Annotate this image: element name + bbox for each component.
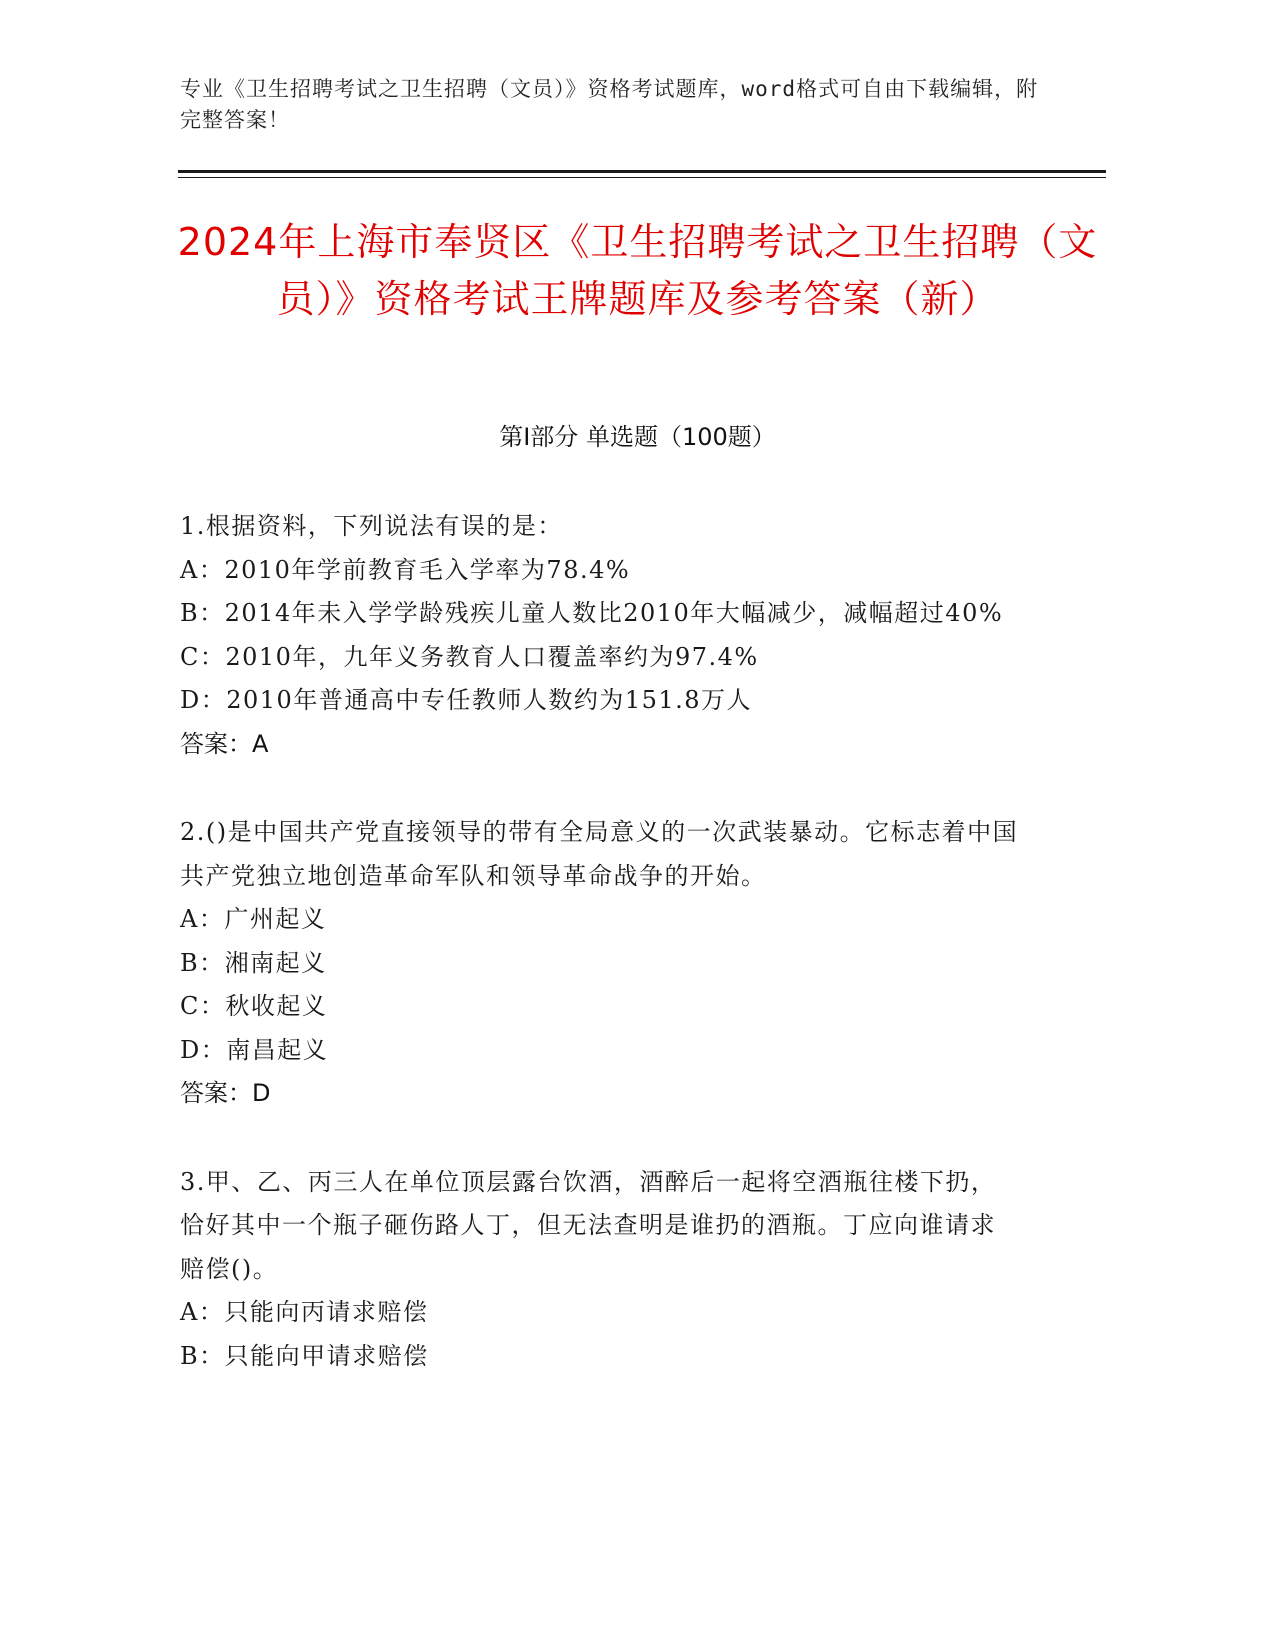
option-d [180, 679, 1020, 723]
option-text: 2010年普通高中专任教师人数约为151.8万人 [226, 686, 753, 714]
option-text: 湘南起义 [224, 948, 327, 977]
option-text: 南昌起义 [226, 1035, 329, 1064]
option-b [180, 592, 1020, 636]
answer: 答案：A [180, 729, 269, 758]
option-a [180, 898, 1020, 942]
option-text: 只能向甲请求赔偿 [224, 1341, 429, 1370]
option-text: 2010年学前教育毛入学率为78.4% [224, 555, 631, 584]
option-key: B： [180, 599, 225, 627]
question-stem: 3.甲、乙、丙三人在单位顶层露台饮酒，酒醉后一起将空酒瓶往楼下扔，恰好其中一个瓶子砸伤路人丁，但无法查明是谁扔的酒瓶。丁应向谁请求赔偿()。 [180, 1167, 997, 1283]
option-b [180, 942, 1020, 986]
option-c [180, 636, 1020, 680]
answer: 答案：D [180, 1079, 271, 1107]
option-c [180, 985, 1020, 1029]
option-text: 广州起义 [224, 905, 327, 933]
option-key: C： [180, 642, 226, 671]
question-list [180, 505, 1020, 1423]
document-title: 2024年上海市奉贤区《卫生招聘考试之卫生招聘（文员）》资格考试王牌题库及参考答案（新） [177, 220, 1098, 321]
option-key: B： [180, 1341, 225, 1370]
option-key: A： [180, 905, 225, 933]
question-2 [180, 811, 1020, 1116]
option-text: 2014年未入学学龄残疾儿童人数比2010年大幅减少，减幅超过40% [224, 599, 1004, 627]
option-d [180, 1029, 1020, 1073]
option-a [180, 1291, 1020, 1335]
option-key: B： [180, 948, 225, 977]
option-key: D： [180, 1035, 227, 1064]
option-key: A： [180, 1298, 225, 1326]
option-text: 只能向丙请求赔偿 [224, 1298, 429, 1326]
option-key: D： [180, 686, 227, 714]
question-stem: 2.()是中国共产党直接领导的带有全局意义的一次武装暴动。它标志着中国共产党独立地创造革命军队和领导革命战争的开始。 [180, 818, 1019, 890]
question-1 [180, 505, 1020, 766]
option-key: C： [180, 992, 226, 1020]
option-text: 2010年，九年义务教育人口覆盖率约为97.4% [225, 642, 759, 671]
question-3 [180, 1161, 1020, 1379]
section-heading: 第Ⅰ部分 单选题（100题） [499, 423, 776, 451]
option-text: 秋收起义 [225, 992, 328, 1020]
header-rule-thin [178, 177, 1106, 178]
header-note: 专业《卫生招聘考试之卫生招聘（文员）》资格考试题库，word格式可自由下载编辑，附完整答案！ [180, 77, 1039, 132]
option-a [180, 549, 1020, 593]
option-key: A： [180, 555, 225, 584]
question-stem: 1.根据资料，下列说法有误的是： [180, 512, 563, 540]
option-b [180, 1335, 1020, 1379]
header-rule-thick [178, 170, 1106, 173]
